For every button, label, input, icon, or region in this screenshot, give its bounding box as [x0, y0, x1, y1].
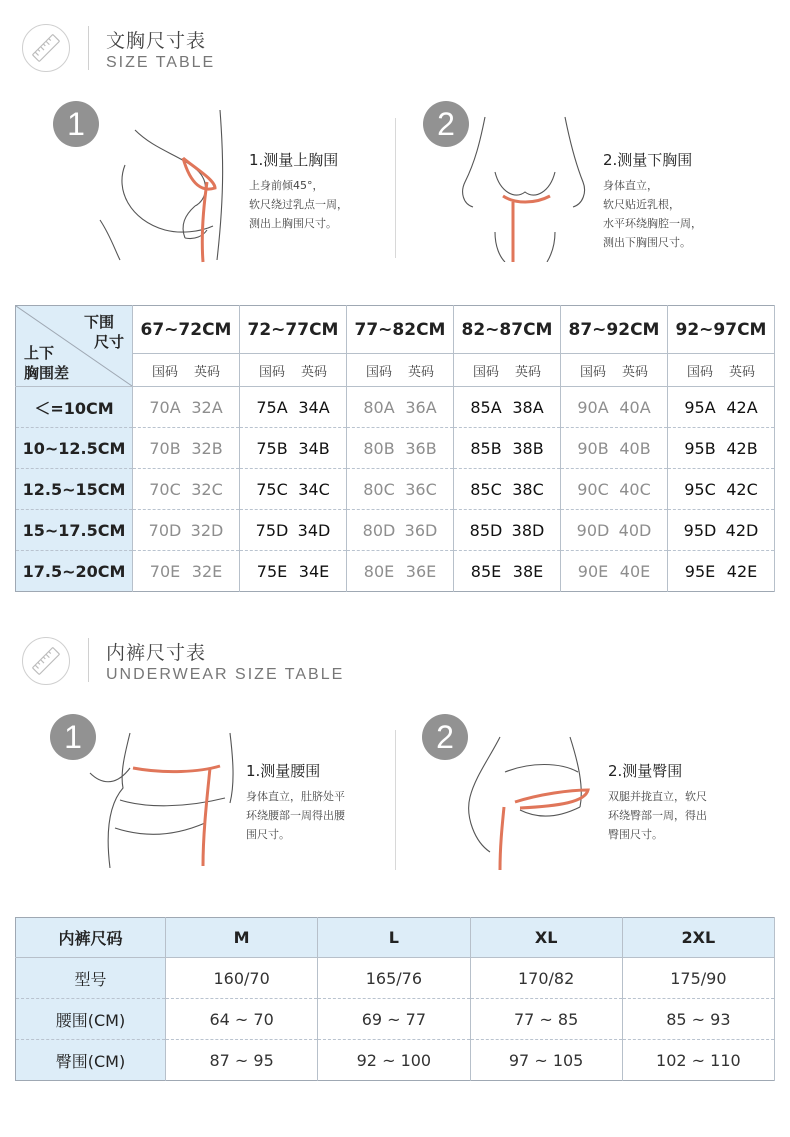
english-size-label: 英码: [407, 364, 434, 380]
national-size: 90B: [577, 438, 609, 458]
national-size: 90E: [577, 561, 609, 581]
table-row: [16, 387, 775, 428]
english-size: 38D: [511, 520, 545, 540]
bust-difference-cell: 10~12.5CM: [16, 428, 133, 469]
corner-bottom-line2: 胸围差: [24, 364, 70, 382]
national-size: 85B: [470, 438, 502, 458]
english-size: 38A: [512, 397, 544, 417]
national-size-label: 国码: [579, 364, 606, 380]
size-cell: [347, 510, 454, 551]
english-size: 42B: [726, 438, 758, 458]
size-cell: [133, 387, 240, 428]
english-size: 42A: [726, 397, 758, 417]
size-cell: [454, 551, 561, 592]
table-cell: 160/70: [166, 958, 318, 999]
english-size: 40E: [619, 561, 651, 581]
corner-top-line1: 下围: [83, 313, 114, 331]
size-label-cell: [133, 354, 240, 387]
national-size: 90A: [577, 397, 609, 417]
table-row: [16, 469, 775, 510]
size-cell: [561, 551, 668, 592]
underbust-range: 92~97CM: [668, 306, 775, 354]
national-size: 85A: [470, 397, 502, 417]
english-size: 32D: [190, 520, 224, 540]
national-size: 80E: [363, 561, 395, 581]
corner-bottom-line1: 上下: [24, 344, 55, 362]
underbust-range: 67~72CM: [133, 306, 240, 354]
national-size: 80C: [363, 479, 395, 499]
table-cell: 77 ~ 85: [470, 999, 622, 1040]
bust-measure-illustration: [85, 110, 235, 265]
waist-measure-illustration: [85, 728, 235, 868]
step-1-badge: 1: [53, 101, 99, 147]
english-size: 38B: [512, 438, 544, 458]
table-cell: 87 ~ 95: [166, 1040, 318, 1081]
table-row: [16, 958, 775, 999]
national-size: 85D: [469, 520, 503, 540]
english-size: 36E: [405, 561, 437, 581]
table-cell: 102 ~ 110: [622, 1040, 774, 1081]
national-size: 95E: [684, 561, 716, 581]
english-size: 34B: [298, 438, 330, 458]
bust-difference-cell: 12.5~15CM: [16, 469, 133, 510]
size-cell: [347, 551, 454, 592]
national-size: 95B: [684, 438, 716, 458]
underbust-range: 77~82CM: [347, 306, 454, 354]
bust-difference-cell: 17.5~20CM: [16, 551, 133, 592]
table-cell: 165/76: [318, 958, 470, 999]
english-size: 36B: [405, 438, 437, 458]
size-cell: [454, 510, 561, 551]
row-label: 型号: [16, 958, 166, 999]
table-cell: 64 ~ 70: [166, 999, 318, 1040]
english-size-label: 英码: [728, 364, 755, 380]
bra-section-subtitle: SIZE TABLE: [106, 54, 216, 71]
size-cell: [133, 551, 240, 592]
national-size: 80D: [362, 520, 396, 540]
header-divider: [88, 638, 89, 682]
underwear-size-header: 内裤尺码: [16, 918, 166, 958]
english-size-label: 英码: [193, 364, 220, 380]
national-size-label: 国码: [258, 364, 285, 380]
size-cell: [347, 387, 454, 428]
table-row: [16, 999, 775, 1040]
bust-difference-cell: 15~17.5CM: [16, 510, 133, 551]
national-size: 75D: [255, 520, 289, 540]
national-size-label: 国码: [151, 364, 178, 380]
national-size: 70D: [148, 520, 182, 540]
national-size-label: 国码: [472, 364, 499, 380]
bra-section-title: 文胸尺寸表: [106, 30, 207, 52]
step-2-title: 2.测量下胸围: [603, 151, 693, 169]
english-size: 42C: [726, 479, 758, 499]
english-size: 38C: [512, 479, 544, 499]
size-cell: [454, 387, 561, 428]
size-label-cell: [561, 354, 668, 387]
national-size: 95A: [684, 397, 716, 417]
national-size: 70E: [149, 561, 181, 581]
size-cell: [561, 510, 668, 551]
size-cell: [347, 469, 454, 510]
english-size: 36D: [404, 520, 438, 540]
size-cell: [347, 428, 454, 469]
national-size: 70B: [149, 438, 181, 458]
size-cell: [561, 469, 668, 510]
step-1-title: 1.测量上胸围: [249, 151, 339, 169]
national-size: 85C: [470, 479, 502, 499]
header-divider: [88, 26, 89, 70]
underbust-range: 72~77CM: [240, 306, 347, 354]
underwear-section-title: 内裤尺寸表: [106, 642, 207, 664]
hip-measure-illustration: [460, 732, 600, 872]
size-cell: [668, 510, 775, 551]
national-size: 95D: [683, 520, 717, 540]
step-1-desc: 上身前倾45°， 软尺绕过乳点一周， 测出上胸围尺寸。: [249, 179, 348, 230]
size-label-cell: [668, 354, 775, 387]
english-size: 34C: [298, 479, 330, 499]
step-2-desc: 身体直立， 软尺贴近乳根， 水平环绕胸腔一周， 测出下胸围尺寸。: [603, 179, 702, 249]
size-cell: [240, 387, 347, 428]
corner-top-line2: 尺寸: [93, 333, 124, 351]
size-cell: [668, 469, 775, 510]
size-column-header: M: [166, 918, 318, 958]
english-size: 42D: [725, 520, 759, 540]
english-size: 32B: [191, 438, 223, 458]
size-cell: [454, 469, 561, 510]
table-cell: 85 ~ 93: [622, 999, 774, 1040]
table-cell: 175/90: [622, 958, 774, 999]
step-divider: [395, 730, 396, 870]
english-size-label: 英码: [621, 364, 648, 380]
english-size: 34D: [297, 520, 331, 540]
underwear-section-subtitle: UNDERWEAR SIZE TABLE: [106, 666, 345, 683]
table-cell: 69 ~ 77: [318, 999, 470, 1040]
national-size: 90C: [577, 479, 609, 499]
national-size: 75A: [256, 397, 288, 417]
underbust-range: 87~92CM: [561, 306, 668, 354]
table-cell: 92 ~ 100: [318, 1040, 470, 1081]
national-size: 70C: [149, 479, 181, 499]
national-size: 90D: [576, 520, 610, 540]
size-cell: [133, 469, 240, 510]
english-size: 42E: [726, 561, 758, 581]
table-row: [16, 1040, 775, 1081]
underwear-size-table: [15, 917, 775, 1081]
national-size: 95C: [684, 479, 716, 499]
row-label: 臀围(CM): [16, 1040, 166, 1081]
underbust-measure-illustration: [455, 112, 595, 262]
step-2-desc: 双腿并拢直立，软尺 环绕臀部一周，得出 臀围尺寸。: [608, 790, 707, 841]
english-size: 40B: [619, 438, 651, 458]
english-size: 32A: [191, 397, 223, 417]
english-size: 32E: [191, 561, 223, 581]
table-row: [16, 551, 775, 592]
size-label-cell: [240, 354, 347, 387]
size-column-header: XL: [470, 918, 622, 958]
size-cell: [240, 510, 347, 551]
row-label: 腰围(CM): [16, 999, 166, 1040]
underbust-range: 82~87CM: [454, 306, 561, 354]
size-column-header: L: [318, 918, 470, 958]
english-size: 32C: [191, 479, 223, 499]
step-divider: [395, 118, 396, 258]
english-size: 40A: [619, 397, 651, 417]
ruler-icon: [22, 637, 70, 685]
national-size: 85E: [470, 561, 502, 581]
english-size: 34A: [298, 397, 330, 417]
national-size: 75B: [256, 438, 288, 458]
table-cell: 97 ~ 105: [470, 1040, 622, 1081]
size-cell: [561, 428, 668, 469]
english-size: 36C: [405, 479, 437, 499]
national-size: 80B: [363, 438, 395, 458]
step-1-title: 1.测量腰围: [246, 762, 321, 780]
english-size-label: 英码: [300, 364, 327, 380]
step-2-title: 2.测量臀围: [608, 762, 683, 780]
english-size: 34E: [298, 561, 330, 581]
english-size-label: 英码: [514, 364, 541, 380]
national-size: 75E: [256, 561, 288, 581]
size-cell: [668, 428, 775, 469]
table-cell: 170/82: [470, 958, 622, 999]
size-label-cell: [347, 354, 454, 387]
size-cell: [668, 387, 775, 428]
size-cell: [133, 510, 240, 551]
bust-difference-cell: ＜=10CM: [16, 387, 133, 428]
size-cell: [454, 428, 561, 469]
english-size: 36A: [405, 397, 437, 417]
size-cell: [240, 469, 347, 510]
step-2-badge: 2: [423, 101, 469, 147]
ruler-icon: [22, 24, 70, 72]
size-label-cell: [454, 354, 561, 387]
step-1-badge: 1: [50, 714, 96, 760]
national-size: 75C: [256, 479, 288, 499]
step-2-badge: 2: [422, 714, 468, 760]
step-1-desc: 身体直立，肚脐处平 环绕腰部一周得出腰 围尺寸。: [246, 790, 345, 841]
table-corner-header: [16, 306, 133, 387]
national-size-label: 国码: [365, 364, 392, 380]
national-size-label: 国码: [686, 364, 713, 380]
english-size: 40C: [619, 479, 651, 499]
size-cell: [240, 551, 347, 592]
national-size: 80A: [363, 397, 395, 417]
size-cell: [133, 428, 240, 469]
bra-size-table: [15, 305, 775, 592]
english-size: 38E: [512, 561, 544, 581]
table-row: [16, 428, 775, 469]
english-size: 40D: [618, 520, 652, 540]
size-cell: [561, 387, 668, 428]
national-size: 70A: [149, 397, 181, 417]
size-column-header: 2XL: [622, 918, 774, 958]
size-cell: [668, 551, 775, 592]
size-cell: [240, 428, 347, 469]
table-row: [16, 510, 775, 551]
